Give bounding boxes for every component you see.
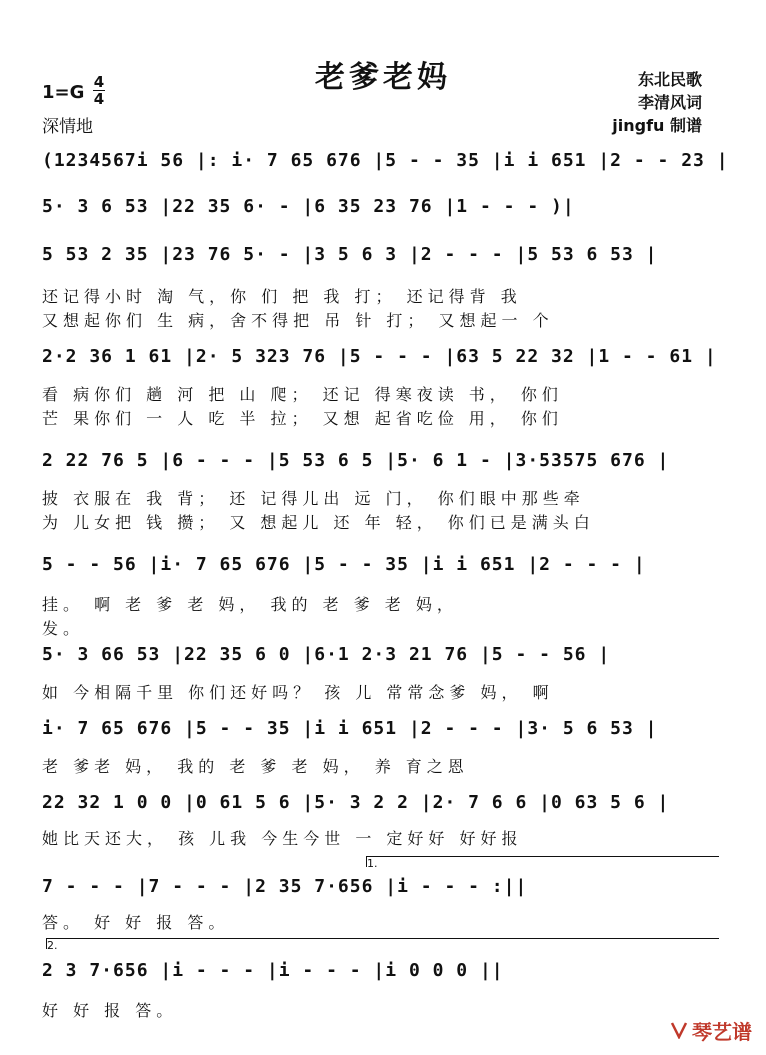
key-signature: 1=G — [42, 82, 85, 103]
notation-row — [42, 718, 724, 788]
site-watermark — [670, 1016, 752, 1045]
notes-line: 5 53 2 35 |23 76 5· - |3 5 6 3 |2 - - - |5 53 6 53 | — [42, 244, 658, 265]
lyric-verse-1: 她比天还大， 孩 儿我 今生今世 一 定好好 好好报 — [42, 829, 523, 848]
song-title: 老爹老妈 — [315, 60, 451, 95]
lyric-verse-1: 老 爹老 妈， 我的 老 爹 老 妈， 养 育之恩 — [42, 757, 469, 776]
watermark-text: 琴艺谱 — [692, 1020, 752, 1044]
notation-row — [42, 150, 729, 190]
credit-arranger: jingfu 制谱 — [612, 116, 702, 135]
second-ending-bracket: 2. — [46, 938, 719, 949]
notes-line: 5 - - 56 |i· 7 65 676 |5 - - 35 |i i 651 |2 - - - | — [42, 554, 646, 575]
lyric-verse-1: 答。 好 好 报 答。 — [42, 913, 230, 932]
time-signature — [92, 74, 106, 107]
meter-top: 4 — [93, 73, 105, 91]
notes-line: 2 3 7·656 |i - - - |i - - - |i 0 0 0 || — [42, 960, 504, 981]
lyric-verse-1: 还记得小时 淘 气，你 们 把 我 打； 还记得背 我 — [42, 287, 522, 306]
credit-origin: 东北民歌 — [637, 70, 702, 89]
meter-bottom: 4 — [93, 90, 105, 108]
notes-line: 22 32 1 0 0 |0 61 5 6 |5· 3 2 2 |2· 7 6 6 |0 63 5 6 | — [42, 792, 670, 813]
logo-icon — [670, 1020, 688, 1044]
notes-line: 2·2 36 1 61 |2· 5 323 76 |5 - - - |63 5 22 32 |1 - - 61 | — [42, 346, 717, 367]
lyric-verse-2: 发。 — [42, 619, 85, 638]
lyric-verse-1: 看 病你们 趟 河 把 山 爬； 还记 得寒夜读 书， 你们 — [42, 385, 563, 404]
notation-row — [42, 196, 724, 236]
notes-line: 5· 3 6 53 |22 35 6· - |6 35 23 76 |1 - - - )| — [42, 196, 575, 217]
notation-row — [42, 644, 724, 714]
notes-line: 2 22 76 5 |6 - - - |5 53 6 5 |5· 6 1 - |3·53575 676 | — [42, 450, 670, 471]
notes-line: i· 7 65 676 |5 - - 35 |i i 651 |2 - - - |3· 5 6 53 | — [42, 718, 658, 739]
credit-lyricist: 李清风词 — [637, 93, 702, 112]
lyric-verse-2: 为 儿女把 钱 攒； 又 想起儿 还 年 轻， 你们已是满头白 — [42, 513, 595, 532]
credits — [612, 68, 702, 137]
lyric-verse-1: 如 今相隔千里 你们还好吗？ 孩 儿 常常念爹 妈， 啊 — [42, 683, 554, 702]
lyric-verse-1: 好 好 报 答。 — [42, 1001, 178, 1020]
lyric-verse-1: 挂。 啊 老 爹 老 妈， 我的 老 爹 老 妈， — [42, 595, 458, 614]
expression-mark: 深情地 — [42, 117, 93, 137]
notation-row — [42, 792, 724, 862]
notation-row — [42, 346, 724, 436]
first-ending-bracket: 1. — [366, 856, 719, 867]
notes-line: (1234567i 56 |: i· 7 65 676 |5 - - 35 |i i 651 |2 - - 23 | — [42, 150, 729, 171]
lyric-verse-2: 芒 果你们 一 人 吃 半 拉； 又想 起省吃俭 用， 你们 — [42, 409, 563, 428]
notation-row — [42, 554, 724, 644]
notation-row — [42, 244, 724, 334]
lyric-verse-1: 披 衣服在 我 背； 还 记得儿出 远 门， 你们眼中那些牵 — [42, 489, 585, 508]
notation-row — [42, 940, 724, 1020]
lyric-verse-2: 又想起你们 生 病，舍不得把 吊 针 打； 又想起一 个 — [42, 311, 554, 330]
notation-row — [42, 450, 724, 540]
notes-line: 7 - - - |7 - - - |2 35 7·656 |i - - - :|| — [42, 876, 528, 897]
notation-row — [42, 857, 724, 940]
notes-line: 5· 3 66 53 |22 35 6 0 |6·1 2·3 21 76 |5 - - 56 | — [42, 644, 611, 665]
